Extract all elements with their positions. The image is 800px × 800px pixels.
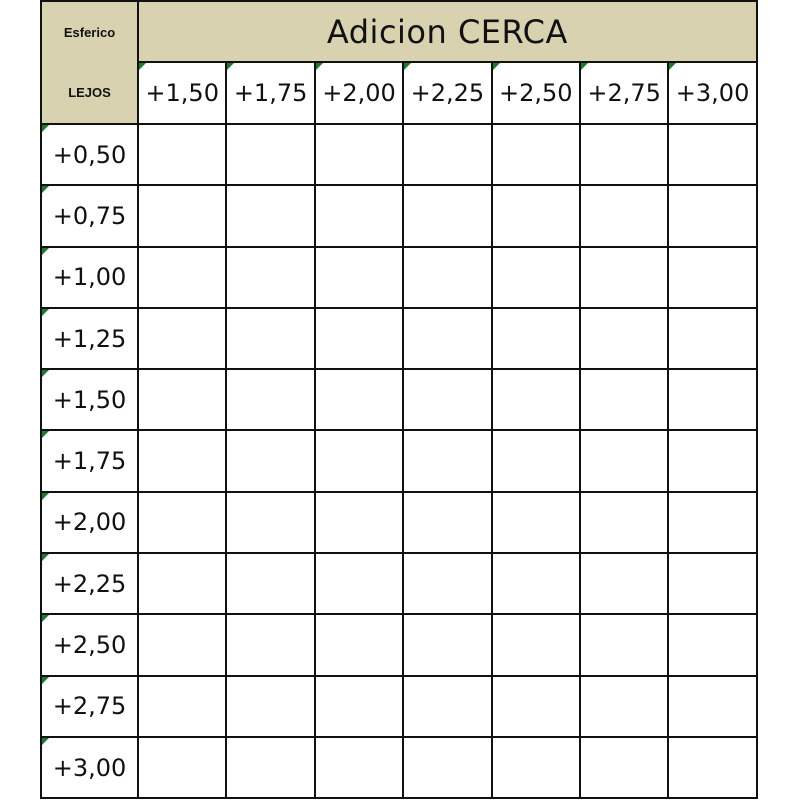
cell-note-marker-icon bbox=[42, 309, 49, 316]
table-cell[interactable] bbox=[403, 676, 491, 737]
table-cell[interactable] bbox=[492, 430, 580, 491]
table-cell[interactable] bbox=[226, 124, 314, 185]
sphere-value: +0,50 bbox=[52, 140, 127, 169]
cell-note-marker-icon bbox=[316, 63, 323, 70]
table-cell[interactable] bbox=[492, 369, 580, 430]
sphere-label: Esferico bbox=[63, 24, 116, 40]
table-cell[interactable] bbox=[580, 308, 668, 369]
table-cell[interactable] bbox=[403, 553, 491, 614]
cell-note-marker-icon bbox=[139, 63, 146, 70]
table-cell[interactable] bbox=[668, 247, 756, 308]
addition-value: +2,50 bbox=[498, 79, 573, 107]
table-cell[interactable] bbox=[492, 124, 580, 185]
table-cell[interactable] bbox=[403, 614, 491, 675]
sphere-value: +2,50 bbox=[52, 631, 127, 660]
table-cell[interactable] bbox=[315, 430, 403, 491]
table-cell[interactable] bbox=[668, 676, 756, 737]
sphere-value: +2,25 bbox=[52, 569, 127, 598]
table-cell[interactable] bbox=[668, 614, 756, 675]
table-cell[interactable] bbox=[138, 553, 226, 614]
addition-header-cell[interactable] bbox=[403, 62, 491, 124]
table-cell[interactable] bbox=[580, 124, 668, 185]
cell-note-marker-icon bbox=[404, 63, 411, 70]
table-cell[interactable] bbox=[668, 553, 756, 614]
table-cell[interactable] bbox=[580, 737, 668, 798]
table-cell[interactable] bbox=[226, 247, 314, 308]
table-cell[interactable] bbox=[315, 369, 403, 430]
sphere-value-cell[interactable] bbox=[41, 247, 138, 308]
sphere-value: +3,00 bbox=[52, 753, 127, 782]
table-cell[interactable] bbox=[403, 369, 491, 430]
sphere-value: +1,50 bbox=[52, 385, 127, 414]
table-cell[interactable] bbox=[492, 737, 580, 798]
addition-header-cell[interactable] bbox=[226, 62, 314, 124]
table-cell[interactable] bbox=[580, 492, 668, 553]
table-cell[interactable] bbox=[403, 185, 491, 246]
cell-note-marker-icon bbox=[42, 615, 49, 622]
table-row bbox=[41, 430, 757, 491]
table-cell[interactable] bbox=[315, 676, 403, 737]
table-row bbox=[41, 308, 757, 369]
table-cell[interactable] bbox=[226, 676, 314, 737]
table-cell[interactable] bbox=[138, 676, 226, 737]
table-cell[interactable] bbox=[138, 185, 226, 246]
table-cell[interactable] bbox=[226, 430, 314, 491]
table-cell[interactable] bbox=[580, 614, 668, 675]
sphere-value-cell[interactable] bbox=[41, 492, 138, 553]
sphere-value-cell[interactable] bbox=[41, 185, 138, 246]
table-row bbox=[41, 369, 757, 430]
table-cell[interactable] bbox=[315, 185, 403, 246]
table-cell[interactable] bbox=[226, 308, 314, 369]
cell-note-marker-icon bbox=[42, 493, 49, 500]
table-cell[interactable] bbox=[668, 185, 756, 246]
table-cell[interactable] bbox=[403, 737, 491, 798]
table-cell[interactable] bbox=[492, 553, 580, 614]
table-cell[interactable] bbox=[580, 369, 668, 430]
cell-note-marker-icon bbox=[581, 63, 588, 70]
table-cell[interactable] bbox=[138, 308, 226, 369]
table-cell[interactable] bbox=[492, 247, 580, 308]
table-cell[interactable] bbox=[403, 124, 491, 185]
table-cell[interactable] bbox=[315, 124, 403, 185]
addition-header-row bbox=[41, 62, 757, 124]
table-cell[interactable] bbox=[492, 676, 580, 737]
addition-value: +1,50 bbox=[145, 79, 219, 107]
addition-value: +2,75 bbox=[587, 79, 661, 107]
corner-cell-top[interactable] bbox=[41, 1, 138, 62]
distance-label: LEJOS bbox=[68, 85, 111, 100]
sphere-value-cell[interactable] bbox=[41, 430, 138, 491]
cell-note-marker-icon bbox=[493, 63, 500, 70]
cell-note-marker-icon bbox=[42, 738, 49, 745]
sphere-value: +0,75 bbox=[52, 201, 127, 230]
table-cell[interactable] bbox=[226, 614, 314, 675]
table-cell[interactable] bbox=[580, 185, 668, 246]
table-cell[interactable] bbox=[226, 185, 314, 246]
table-cell[interactable] bbox=[138, 369, 226, 430]
table-cell[interactable] bbox=[315, 492, 403, 553]
table-row bbox=[41, 247, 757, 308]
table-row bbox=[41, 737, 757, 798]
table-cell[interactable] bbox=[315, 308, 403, 369]
table-row bbox=[41, 185, 757, 246]
table-cell[interactable] bbox=[138, 492, 226, 553]
table-cell[interactable] bbox=[492, 614, 580, 675]
table-cell[interactable] bbox=[315, 247, 403, 308]
corner-cell-bottom[interactable] bbox=[41, 62, 138, 124]
table-cell[interactable] bbox=[580, 430, 668, 491]
sphere-value-cell[interactable] bbox=[41, 553, 138, 614]
addition-value: +2,00 bbox=[322, 79, 396, 107]
sphere-value-cell[interactable] bbox=[41, 308, 138, 369]
sphere-value-cell[interactable] bbox=[41, 614, 138, 675]
cell-note-marker-icon bbox=[42, 554, 49, 561]
table-cell[interactable] bbox=[492, 185, 580, 246]
table-cell[interactable] bbox=[138, 247, 226, 308]
table-row bbox=[41, 676, 757, 737]
table-row bbox=[41, 124, 757, 185]
table-cell[interactable] bbox=[668, 369, 756, 430]
cell-note-marker-icon bbox=[42, 186, 49, 193]
table-cell[interactable] bbox=[403, 492, 491, 553]
cell-note-marker-icon bbox=[227, 63, 234, 70]
cell-note-marker-icon bbox=[42, 677, 49, 684]
table-row bbox=[41, 553, 757, 614]
cell-note-marker-icon bbox=[42, 370, 49, 377]
table-cell[interactable] bbox=[403, 308, 491, 369]
table-cell[interactable] bbox=[668, 430, 756, 491]
sphere-value-cell[interactable] bbox=[41, 676, 138, 737]
addition-value: +1,75 bbox=[233, 79, 308, 107]
title-cell[interactable] bbox=[138, 1, 757, 62]
sphere-value: +1,25 bbox=[52, 324, 127, 353]
table-cell[interactable] bbox=[668, 737, 756, 798]
addition-header-cell[interactable] bbox=[138, 62, 226, 124]
sphere-value-cell[interactable] bbox=[41, 737, 138, 798]
cell-note-marker-icon bbox=[42, 248, 49, 255]
spreadsheet-sheet bbox=[40, 0, 756, 800]
table-cell[interactable] bbox=[668, 492, 756, 553]
table-cell[interactable] bbox=[492, 492, 580, 553]
table-cell[interactable] bbox=[226, 492, 314, 553]
table-cell[interactable] bbox=[138, 430, 226, 491]
cell-note-marker-icon bbox=[669, 63, 676, 70]
table-row bbox=[41, 492, 757, 553]
table-cell[interactable] bbox=[226, 553, 314, 614]
table-cell[interactable] bbox=[138, 124, 226, 185]
cell-note-marker-icon bbox=[42, 125, 49, 132]
table-cell[interactable] bbox=[226, 369, 314, 430]
sphere-value: +1,00 bbox=[52, 263, 127, 292]
table-cell[interactable] bbox=[315, 614, 403, 675]
addition-header-cell[interactable] bbox=[492, 62, 580, 124]
addition-header-cell[interactable] bbox=[315, 62, 403, 124]
addition-value: +3,00 bbox=[675, 79, 750, 107]
title-row bbox=[41, 1, 757, 62]
addition-value: +2,25 bbox=[410, 79, 485, 107]
sphere-value: +2,00 bbox=[52, 508, 127, 537]
table-cell[interactable] bbox=[668, 308, 756, 369]
table-cell[interactable] bbox=[580, 247, 668, 308]
table-cell[interactable] bbox=[403, 430, 491, 491]
table-cell[interactable] bbox=[580, 553, 668, 614]
lens-addition-table bbox=[40, 0, 758, 799]
table-cell[interactable] bbox=[138, 737, 226, 798]
table-title: Adicion CERCA bbox=[326, 12, 568, 51]
sphere-value-cell[interactable] bbox=[41, 124, 138, 185]
table-cell[interactable] bbox=[226, 737, 314, 798]
table-cell[interactable] bbox=[138, 614, 226, 675]
cell-note-marker-icon bbox=[42, 431, 49, 438]
table-cell[interactable] bbox=[492, 308, 580, 369]
addition-header-cell[interactable] bbox=[668, 62, 756, 124]
sphere-value-cell[interactable] bbox=[41, 369, 138, 430]
sphere-value: +2,75 bbox=[52, 692, 127, 721]
table-cell[interactable] bbox=[315, 737, 403, 798]
table-row bbox=[41, 614, 757, 675]
table-cell[interactable] bbox=[580, 676, 668, 737]
table-cell[interactable] bbox=[403, 247, 491, 308]
sphere-value: +1,75 bbox=[52, 447, 127, 476]
addition-header-cell[interactable] bbox=[580, 62, 668, 124]
table-cell[interactable] bbox=[315, 553, 403, 614]
table-cell[interactable] bbox=[668, 124, 756, 185]
